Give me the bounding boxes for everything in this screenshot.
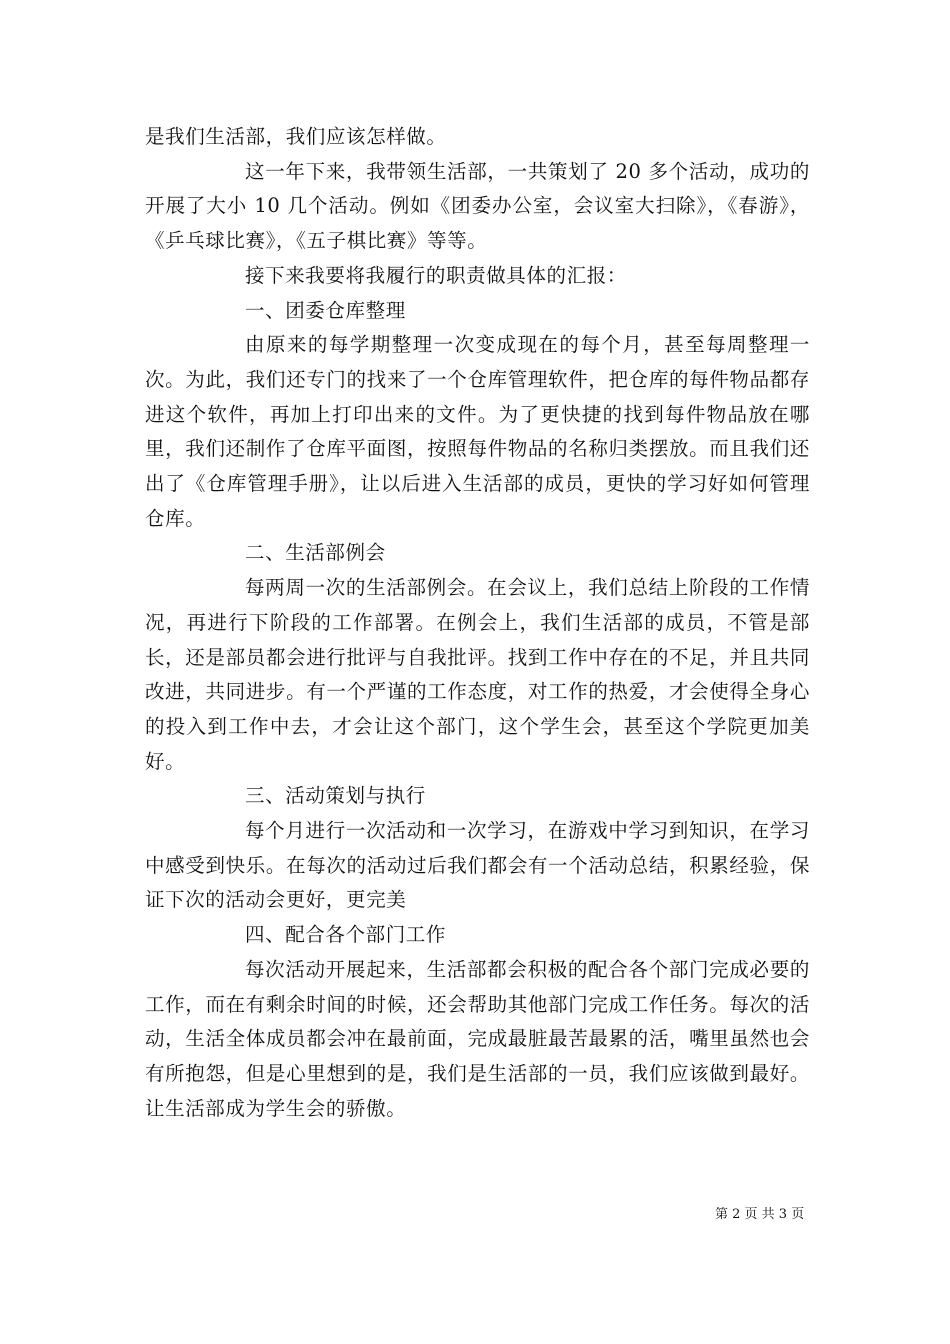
paragraph-report-intro: 接下来我要将我履行的职责做具体的汇报： xyxy=(245,263,627,287)
heading-planning: 三、活动策划与执行 xyxy=(245,784,426,808)
paragraph-planning: 每个月进行一次活动和一次学习，在游戏中学习到知识，在学习中感受到快乐。在每次的活动过后我们都会有一个活动总结，积累经验，保证下次的活动会更好，更完美 xyxy=(145,819,810,912)
document-body xyxy=(145,120,810,1126)
paragraph-meeting: 每两周一次的生活部例会。在会议上，我们总结上阶段的工作情况，再进行下阶段的工作部署。在例会上，我们生活部的成员，不管是部长，还是部员都会进行批评与自我批评。找到工作中存在的不足，并且共同改进，共同进步。有一个严谨的工作态度，对工作的热爱，才会使得全身心的投入到工作中去，才会让这个部门，这个学生会，甚至这个学院更加美好。 xyxy=(145,576,810,773)
paragraph-warehouse: 由原来的每学期整理一次变成现在的每个月，甚至每周整理一次。为此，我们还专门的找来了一个仓库管理软件，把仓库的每件物品都存进这个软件，再加上打印出来的文件。为了更快捷的找到每件物品放在哪里，我们还制作了仓库平面图，按照每件物品的名称归类摆放。而且我们还出了《仓库管理手册》，让以后进入生活部的成员，更快的学习好如何管理仓库。 xyxy=(145,333,810,530)
page-number-footer: 第 2 页 共 3 页 xyxy=(715,1207,805,1222)
heading-cooperation: 四、配合各个部门工作 xyxy=(245,923,447,947)
paragraph-cooperation: 每次活动开展起来，生活部都会积极的配合各个部门完成必要的工作，而在有剩余时间的时候，还会帮助其他部门完成工作任务。每次的活动，生活全体成员都会冲在最前面，完成最脏最苦最累的活，嘴里虽然也会有所抱怨，但是心里想到的是，我们是生活部的一员，我们应该做到最好。让生活部成为学生会的骄傲。 xyxy=(145,957,810,1120)
heading-meeting: 二、生活部例会 xyxy=(245,541,386,565)
paragraph-continuation: 是我们生活部，我们应该怎样做。 xyxy=(145,125,447,148)
heading-warehouse: 一、团委仓库整理 xyxy=(245,298,406,322)
paragraph-activities-summary: 这一年下来，我带领生活部，一共策划了 20 多个活动，成功的开展了大小 10 几个活动。例如《团委办公室，会议室大扫除》，《春游》，《乒乓球比赛》，《五子棋比赛》等等。 xyxy=(145,159,810,253)
